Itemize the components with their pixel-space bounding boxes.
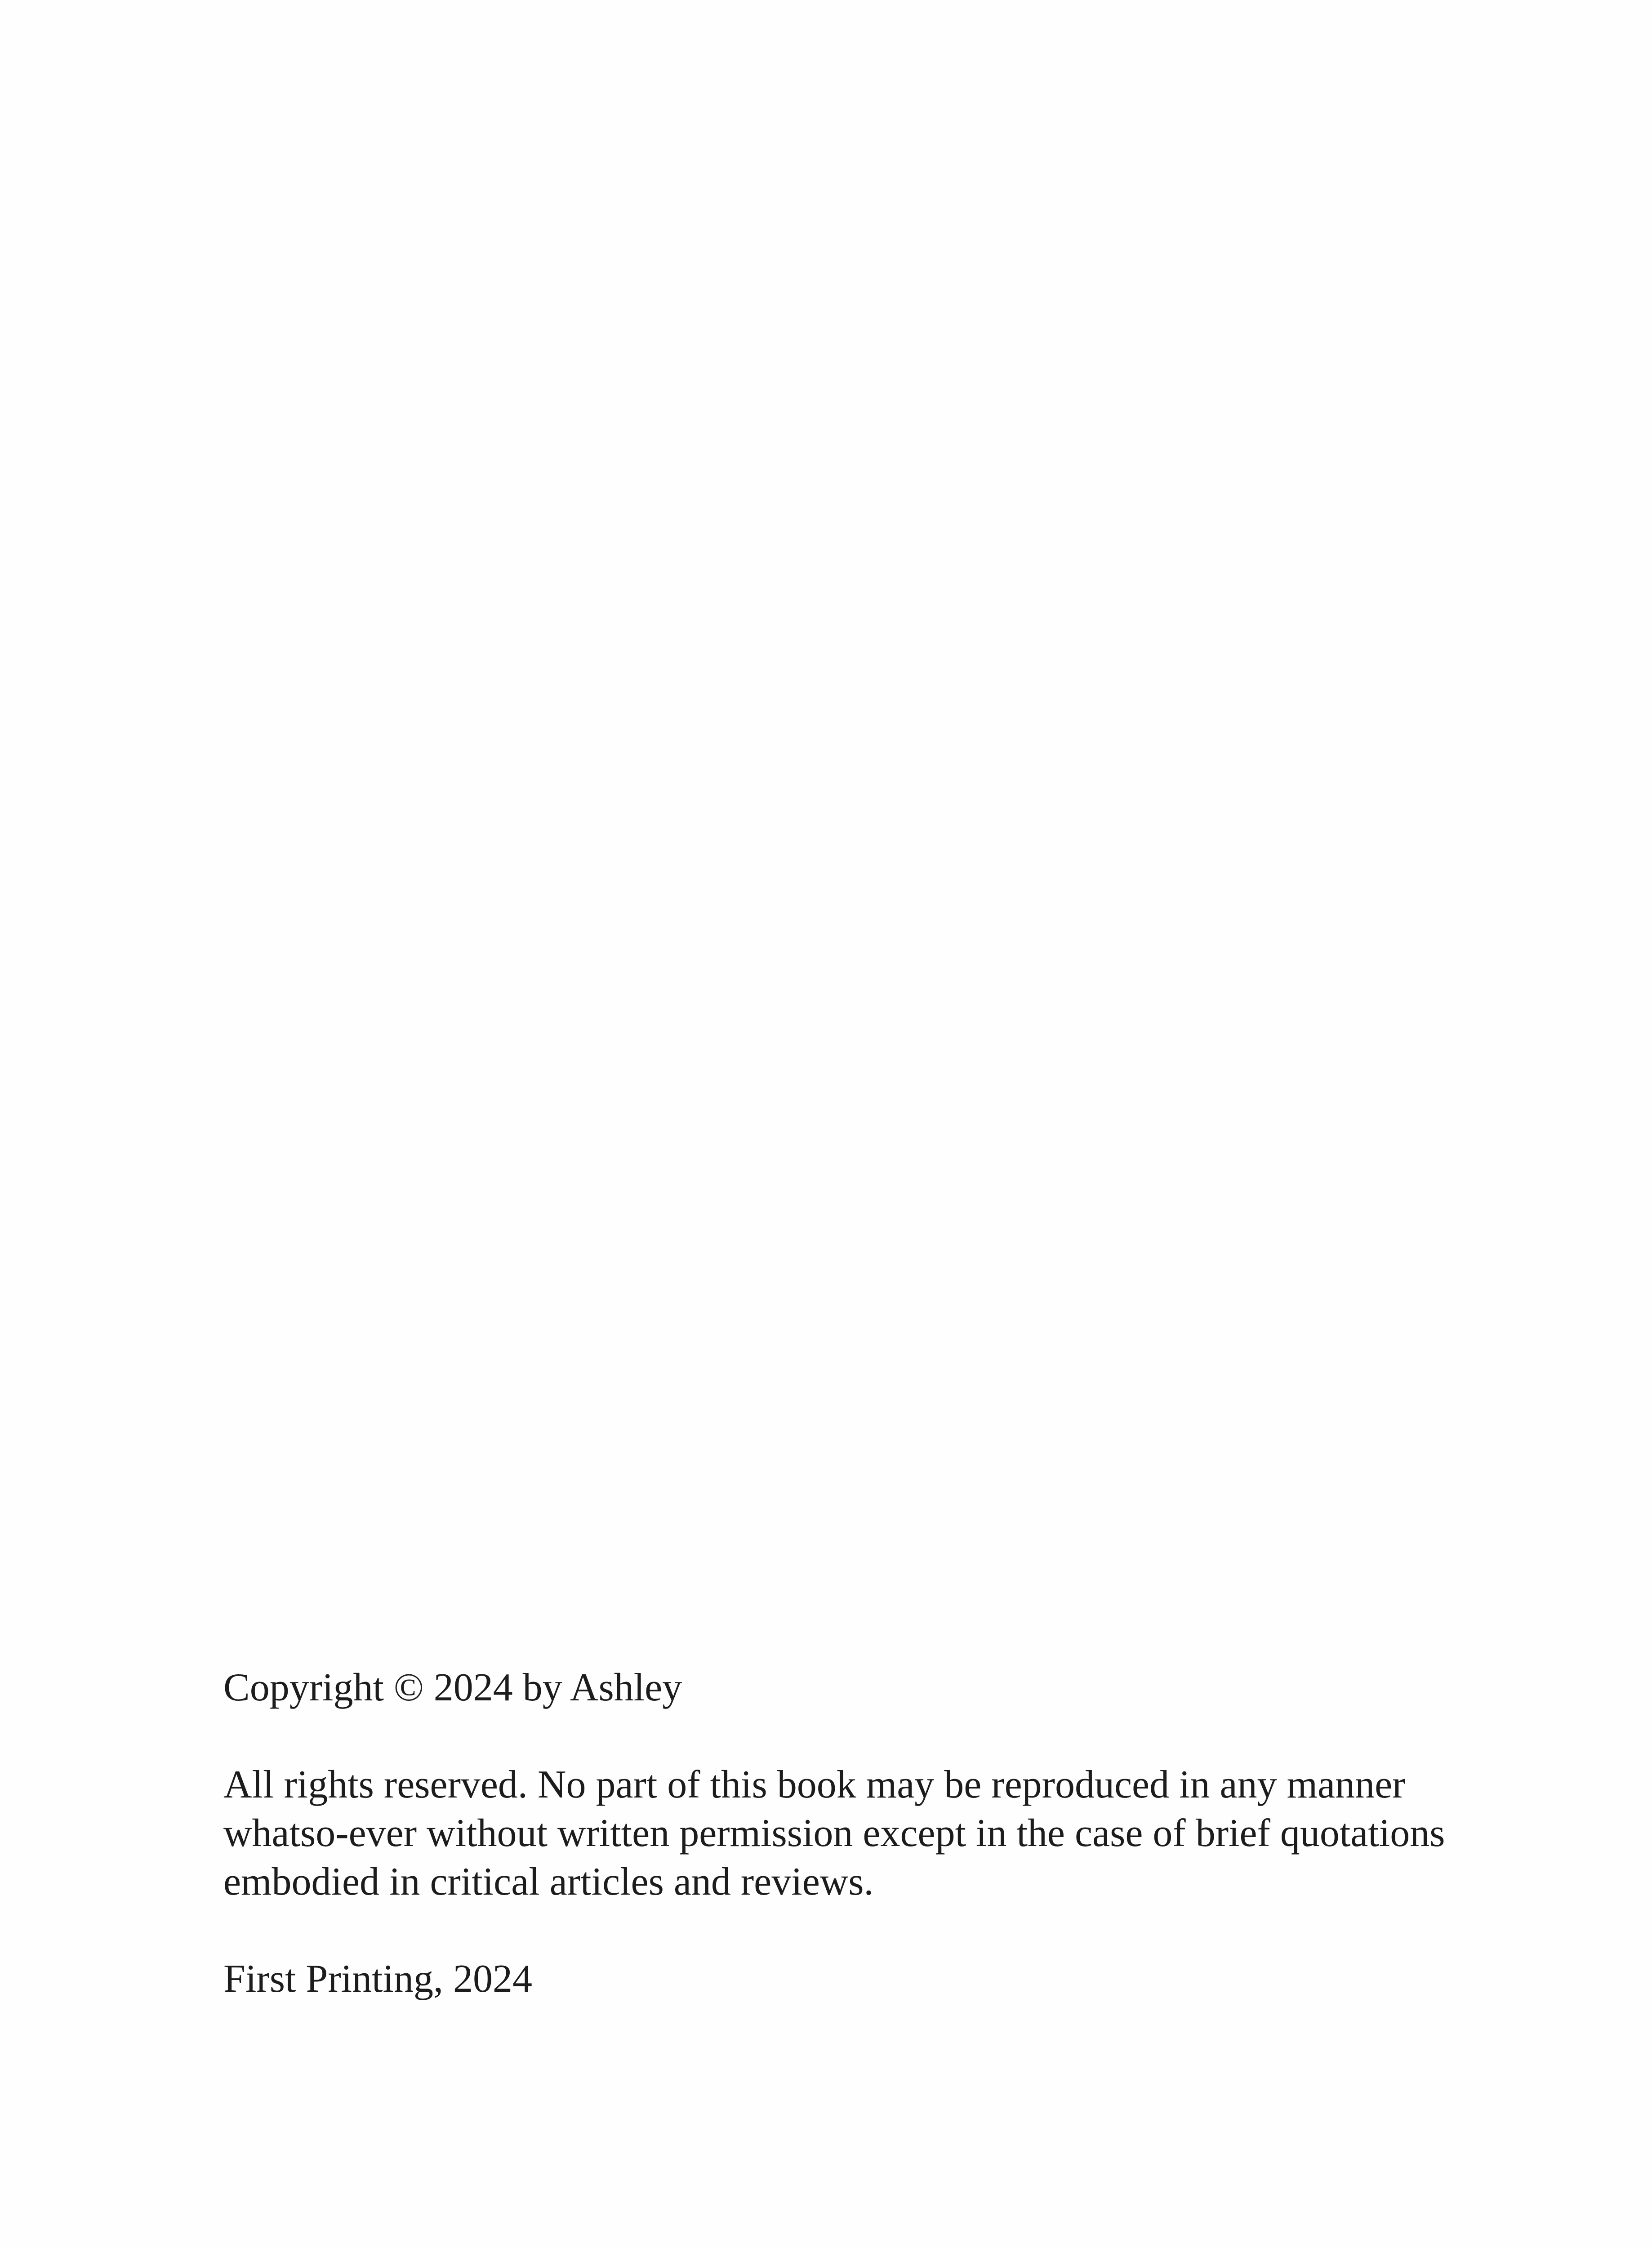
copyright-block — [223, 1664, 1527, 2003]
rights-line: All rights reserved. No part of this book may be reproduced in any manner — [223, 1763, 1406, 1806]
rights-line: embodied in critical articles and reviews. — [223, 1860, 874, 1904]
rights-line: whatso-ever without written permission except in the case of brief quotations — [223, 1811, 1445, 1855]
rights-reserved-paragraph — [223, 1761, 1527, 1906]
copyright-notice: Copyright © 2024 by Ashley — [223, 1666, 682, 1709]
first-printing-notice: First Printing, 2024 — [223, 1957, 532, 2001]
